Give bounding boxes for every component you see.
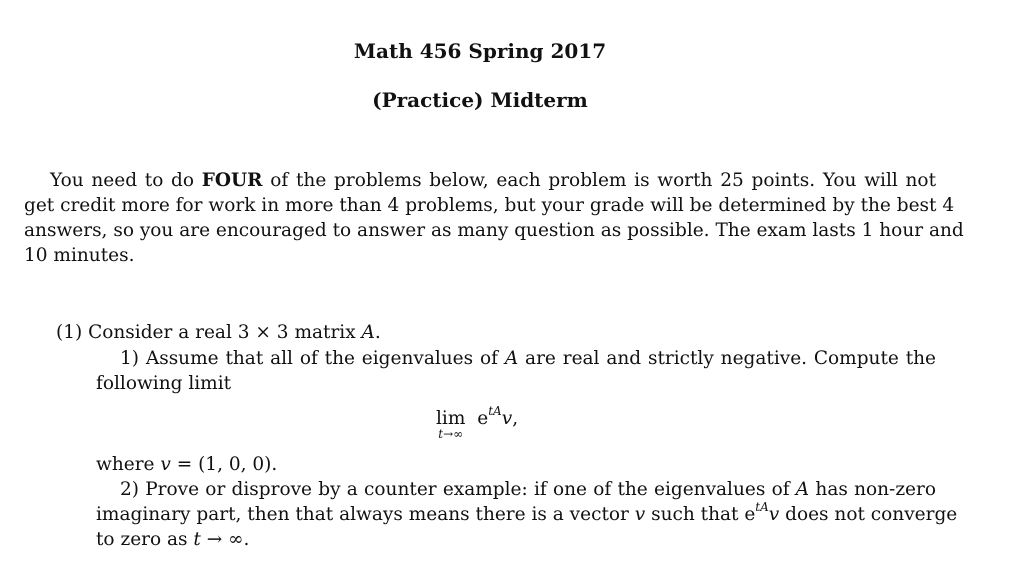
part-text: are real and strictly negative. Compute the: [518, 348, 936, 369]
math-variable: A: [795, 479, 810, 500]
math-variable: A: [504, 348, 519, 369]
limit-subscript: [436, 428, 465, 440]
part-text: imaginary part, then that always means there is a vector: [96, 504, 635, 525]
limit-arrow: →∞: [443, 427, 464, 441]
instructions-line-1: [24, 168, 936, 193]
problem-1-part-2: [96, 452, 958, 552]
part-text: → ∞.: [200, 529, 250, 550]
problem-1-statement: [56, 320, 936, 345]
exam-title: (Practice) Midterm: [372, 88, 588, 112]
part-text: has non-zero: [809, 479, 936, 500]
exp-exponent: tA: [488, 404, 502, 418]
problem-text: .: [374, 322, 381, 343]
problem-1-part-1: [96, 346, 936, 396]
math-variable: A: [361, 322, 375, 343]
part-2-line-2: [96, 500, 958, 527]
exp-exponent: tA: [755, 500, 769, 514]
part-1-line-1: [96, 346, 936, 371]
problem-number: (1): [56, 322, 83, 343]
lim-text: lim: [436, 408, 466, 429]
part-2-line-3: [96, 527, 936, 552]
instructions-emphasis: FOUR: [201, 170, 263, 191]
math-variable: t: [193, 529, 201, 550]
instructions-line-3: answers, so you are encouraged to answer as many question as possible. The exam lasts 1 hour and: [24, 220, 964, 241]
course-title: Math 456 Spring 2017: [353, 39, 607, 63]
instructions-text: You need to do: [50, 170, 202, 191]
part-text: does not converge: [779, 504, 958, 525]
part-text: to zero as: [96, 529, 194, 550]
limit-operator: [436, 406, 465, 440]
instructions-line-4: 10 minutes.: [24, 245, 135, 266]
instructions-paragraph: [24, 168, 964, 268]
part-text: 2) Prove or disprove by a counter example: if one of the eigenvalues of: [120, 479, 796, 500]
part-1-line-2: following limit: [96, 373, 232, 394]
part-text: = (1, 0, 0).: [170, 454, 278, 475]
part-2-line-1: [96, 477, 936, 502]
instructions-text: of the problems below, each problem is worth 25 points. You will not: [262, 170, 936, 191]
math-punct: ,: [512, 408, 519, 429]
math-variable: v: [634, 504, 646, 525]
problem-text: Consider a real 3 × 3 matrix: [82, 322, 362, 343]
math-variable: t: [438, 427, 444, 441]
math-variable: v: [501, 408, 513, 429]
math-variable: v: [768, 504, 780, 525]
part-text: where: [96, 454, 161, 475]
exp-base: e: [744, 504, 756, 525]
math-variable: v: [160, 454, 171, 475]
exp-base: e: [477, 408, 489, 429]
part-text: 1) Assume that all of the eigenvalues of: [120, 348, 505, 369]
where-line: [96, 452, 936, 477]
instructions-line-2: get credit more for work in more than 4 problems, but your grade will be determined by the best 4: [24, 195, 955, 216]
part-text: such that: [645, 504, 745, 525]
limit-expression: [436, 406, 518, 440]
